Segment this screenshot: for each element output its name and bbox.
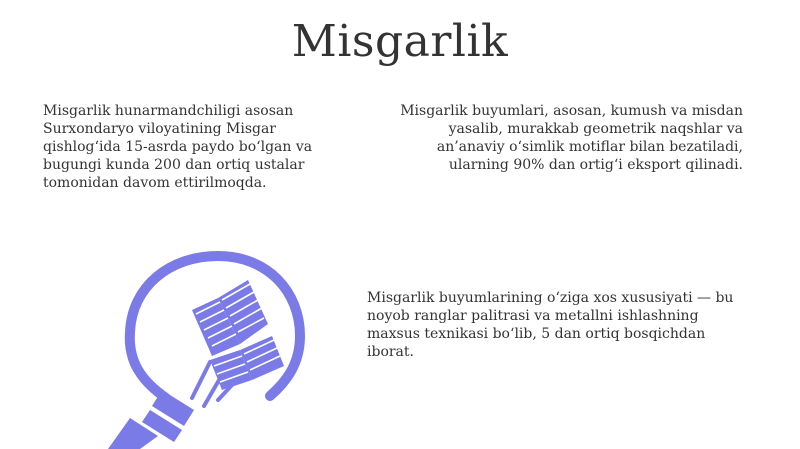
- text-line: bugungi kunda 200 dan ortiq ustalar: [43, 157, 305, 173]
- text-line: Surxondaryo viloyatining Misgar: [43, 121, 277, 137]
- lightbulb-with-book-icon: [100, 240, 310, 449]
- paragraph-features: [367, 289, 757, 361]
- text-line: noyob ranglar palitrasi va metallni ishlashning: [367, 308, 699, 324]
- text-line: iborat.: [367, 344, 414, 360]
- text-line: maxsus texnikasi bo‘lib, 5 dan ortiq bosqichdan: [367, 326, 706, 342]
- text-line: qishlog‘ida 15-asrda paydo bo‘lgan va: [43, 139, 313, 155]
- text-line: yasalib, murakkab geometrik naqshlar va: [448, 121, 743, 137]
- paragraph-materials: [393, 102, 743, 174]
- text-line: tomonidan davom ettirilmoqda.: [43, 175, 267, 191]
- paragraph-history: [43, 102, 343, 192]
- slide-title: Misgarlik: [291, 16, 509, 67]
- text-line: Misgarlik buyumlarining o‘ziga xos xususiyati — bu: [367, 290, 734, 306]
- text-line: Misgarlik hunarmandchiligi asosan: [43, 103, 294, 119]
- text-line: ularning 90% dan ortig‘i eksport qilinadi.: [448, 157, 743, 173]
- text-line: an’anaviy o‘simlik motiflar bilan bezatiladi,: [436, 139, 743, 155]
- text-line: Misgarlik buyumlari, asosan, kumush va misdan: [400, 103, 743, 119]
